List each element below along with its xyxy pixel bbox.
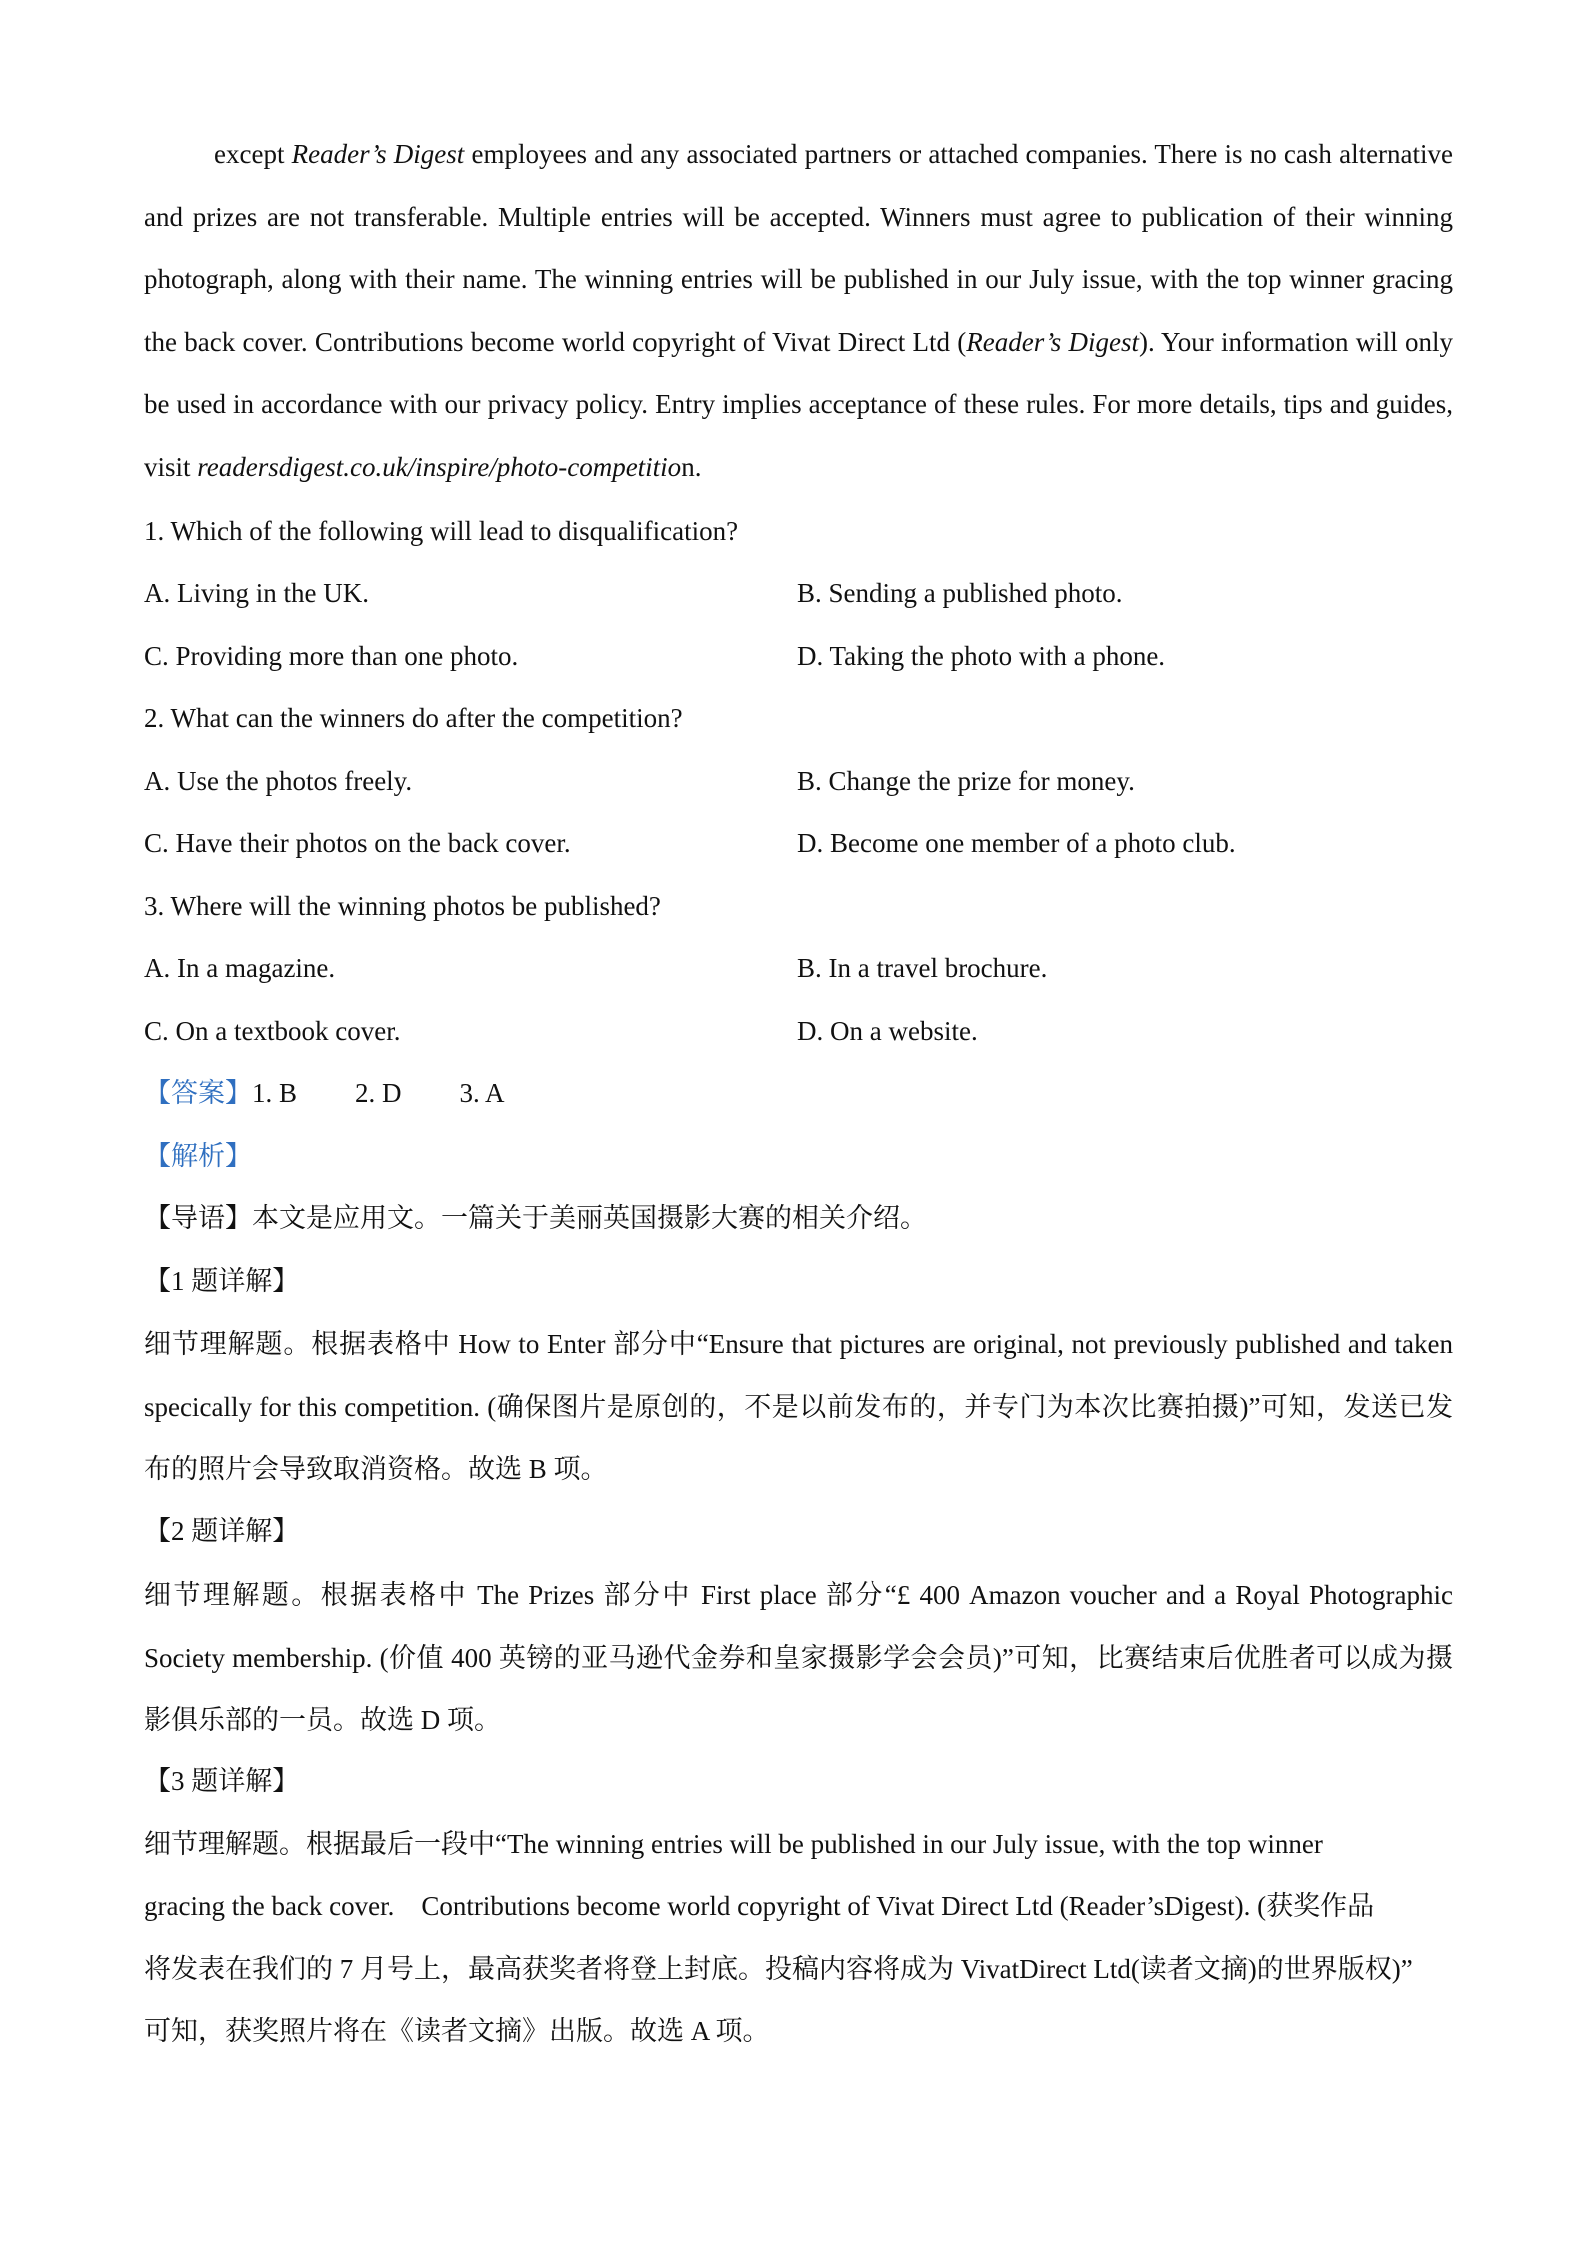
detail-3-line-2: gracing the back cover. Contributions become world copyright of Vivat Direct Ltd (Reader’sDigest). (获奖作品 <box>144 1891 1375 1921</box>
question-1-option-a: A. Living in the UK. <box>144 578 369 608</box>
question-3-option-b: B. In a travel brochure. <box>797 953 1048 983</box>
detail-1-text: 细节理解题。根据表格中 How to Enter 部分中“Ensure that pictures are original, not previously published and taken specically for this competition. (确保图片是原创的，不是以前发布的，并专门为本次比赛拍摄)”可知，发送已发布的照片会导致取消资格。故选 B 项。 <box>144 1329 1453 1485</box>
question-2-option-c: C. Have their photos on the back cover. <box>144 828 571 858</box>
passage-paragraph <box>144 123 1453 499</box>
detail-3-line-1: 细节理解题。根据最后一段中“The winning entries will be published in our July issue, with the top winner <box>144 1829 1323 1859</box>
answer-3: 3. A <box>459 1078 505 1108</box>
question-1-option-b: B. Sending a published photo. <box>797 578 1123 608</box>
detail-3-line-4: 可知，获奖照片将在《读者文摘》出版。故选 A 项。 <box>144 2016 770 2046</box>
detail-1-heading: 【1 题详解】 <box>144 1266 300 1296</box>
answer-label: 【答案】 <box>144 1078 252 1108</box>
question-3-option-c: C. On a textbook cover. <box>144 1016 401 1046</box>
detail-2-heading: 【2 题详解】 <box>144 1516 300 1546</box>
detail-3-heading: 【3 题详解】 <box>144 1766 300 1796</box>
question-3-option-d: D. On a website. <box>797 1016 978 1046</box>
question-2-stem: 2. What can the winners do after the competition? <box>144 703 683 733</box>
answer-2: 2. D <box>355 1078 402 1108</box>
detail-3-line-3: 将发表在我们的 7 月号上，最高获奖者将登上封底。投稿内容将成为 VivatDirect Ltd(读者文摘)的世界版权)” <box>144 1954 1413 1984</box>
question-1-option-d: D. Taking the photo with a phone. <box>797 641 1166 671</box>
question-1-stem: 1. Which of the following will lead to disqualification? <box>144 516 739 546</box>
passage-text-2: employees and any associated partners or attached companies. There is no cash alternative and prizes are not transferable. Multiple entries will be accepted. Winners must agree to publication of their winning photograph, along with their name. The winning entries will be published in our July issue, with the top winner gracing the back cover. Contributions become world copyright of Vivat Direct Ltd ( <box>144 139 1454 357</box>
competition-url: readersdigest.co.uk/inspire/photo-competitio <box>197 451 682 482</box>
intro-line: 【导语】本文是应用文。一篇关于美丽英国摄影大赛的相关介绍。 <box>144 1203 927 1233</box>
url-tail: n. <box>681 451 702 482</box>
analysis-label: 【解析】 <box>144 1141 252 1171</box>
question-2-option-b: B. Change the prize for money. <box>797 766 1135 796</box>
brand-name: Reader’s Digest <box>291 139 465 169</box>
passage-text-1: except <box>214 139 285 169</box>
question-2-option-a: A. Use the photos freely. <box>144 766 413 796</box>
detail-2-text: 细节理解题。根据表格中 The Prizes 部分中 First place 部分“£ 400 Amazon voucher and a Royal Photographic Society membership. (价值 400 英镑的亚马逊代金券和皇家摄影学会会员)”可知，比赛结束后优胜者可以成为摄影俱乐部的一员。故选 D 项。 <box>144 1580 1453 1736</box>
answer-1: 1. B <box>252 1078 298 1108</box>
answer-line <box>144 1073 505 1113</box>
question-2-option-d: D. Become one member of a photo club. <box>797 828 1236 858</box>
brand-name-2: Reader’s Digest <box>966 326 1139 357</box>
question-3-stem: 3. Where will the winning photos be published? <box>144 891 661 921</box>
passage-text-3: ). Your information will only be used in accordance with our privacy policy. Entry implies acceptance of these rules. For more details, tips and guides, visit <box>144 326 1454 482</box>
question-1-option-c: C. Providing more than one photo. <box>144 641 519 671</box>
question-3-option-a: A. In a magazine. <box>144 953 336 983</box>
